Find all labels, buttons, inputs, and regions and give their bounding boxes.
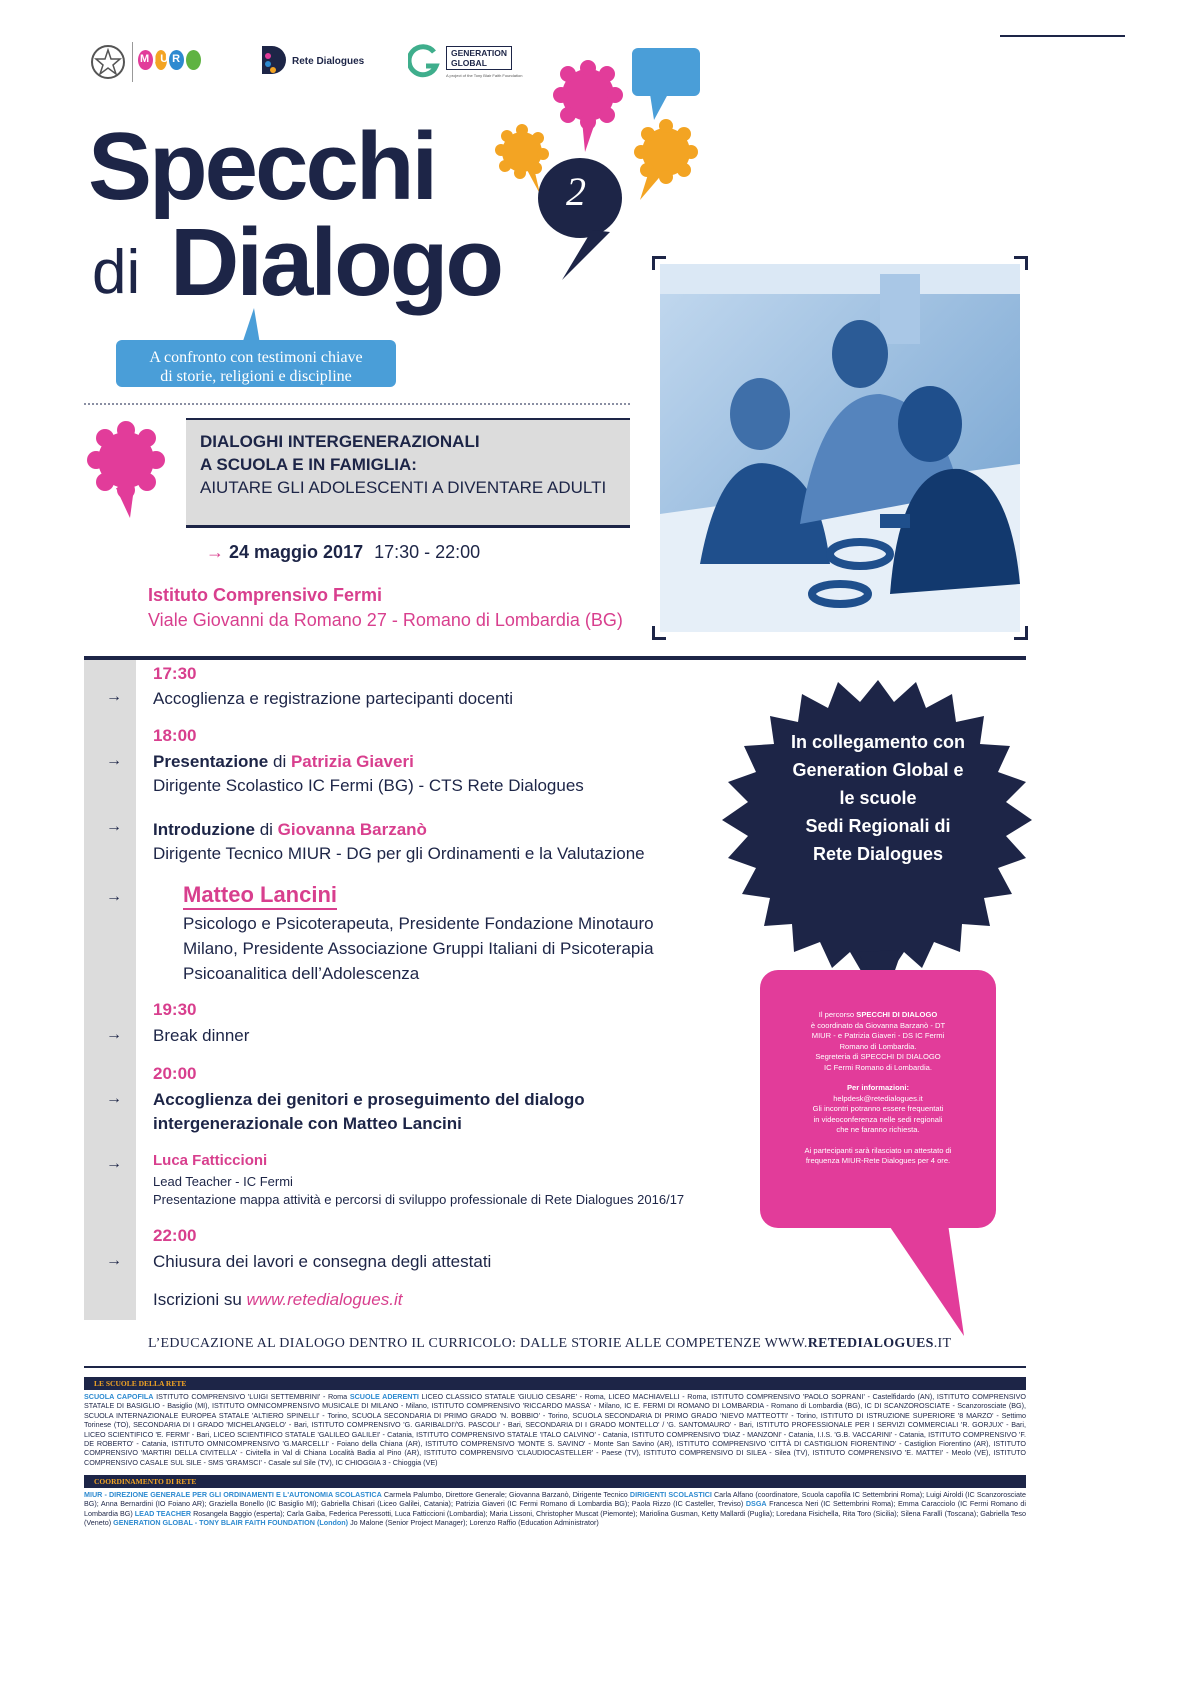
info-line3: MIUR - e Patrizia Giaveri - DS IC Fermi: [811, 1031, 945, 1040]
starburst-line2: Generation Global e: [792, 760, 964, 780]
theme-line2: A SCUOLA E IN FAMIGLIA:: [200, 455, 417, 474]
starburst-text: [738, 728, 1018, 868]
info-line11: che ne faranno richiesta.: [836, 1125, 920, 1134]
photo-frame: [652, 256, 1028, 640]
row-chiusura: Chiusura dei lavori e consegna degli attestati: [153, 1252, 492, 1271]
rete-dialogues-logo-text: Rete Dialogues: [292, 56, 365, 67]
theme-line1: DIALOGHI INTERGENERAZIONALI: [200, 432, 480, 451]
speaker-lancini: Matteo Lancini: [183, 882, 337, 910]
lancini-bio-line2: Milano, Presidente Associazione Gruppi Italiani di Psicoterapia: [183, 939, 654, 958]
info-line13: frequenza MIUR-Rete Dialogues per 4 ore.: [805, 1156, 951, 1165]
footer-rule: [84, 1366, 1026, 1368]
gg-line1: GENERATION: [451, 48, 508, 58]
info-line5: Segreteria di SPECCHI DI DIALOGO: [815, 1052, 941, 1061]
subtitle-bubble-tail-icon: [232, 308, 262, 344]
arrow-right-icon: →: [106, 1155, 122, 1172]
introduzione-di: di: [254, 820, 278, 839]
program-top-bar: [84, 656, 1026, 660]
arrow-right-icon: →: [106, 818, 122, 835]
generation-global-logo: [408, 44, 440, 85]
subtitle-box: [116, 340, 396, 387]
theme-line3: AIUTARE GLI ADOLESCENTI A DIVENTARE ADULTI: [200, 478, 607, 497]
fatticcioni-role: Lead Teacher - IC Fermi: [153, 1174, 293, 1189]
row-genitori: [153, 1088, 585, 1136]
info-line1: Il percorso SPECCHI DI DIALOGO: [818, 1010, 938, 1019]
pink-speech-bubble-icon: [553, 60, 623, 152]
speaker-barzano: Giovanna Barzanò: [277, 820, 427, 839]
info-line7: Per informazioni:: [846, 1083, 910, 1092]
speaker-giaveri: Patrizia Giaveri: [290, 752, 414, 771]
arrow-right-icon: →: [206, 542, 224, 562]
info-line6: IC Fermi Romano di Lombardia.: [823, 1062, 933, 1072]
info-line12: Ai partecipanti sarà rilasciato un attestato di: [804, 1145, 952, 1155]
lancini-bio-line3: Psicoanalitica dell’Adolescenza: [183, 964, 420, 983]
starburst-line3: le scuole: [839, 788, 917, 808]
info-box: [760, 970, 996, 1228]
theme-box: [186, 418, 630, 528]
edition-number: 2: [566, 169, 586, 214]
row-break-dinner: Break dinner: [153, 1026, 250, 1045]
miur-logo-text: MIUR: [140, 53, 185, 65]
gg-tagline: A project of the Tony Blair Faith Foundation: [446, 73, 523, 78]
generation-global-g-icon: [408, 44, 440, 80]
time-2000: 20:00: [153, 1064, 197, 1083]
title-line2: Dialogo: [170, 209, 501, 316]
lancini-bio: [183, 911, 654, 986]
arrow-right-icon: →: [106, 752, 122, 769]
scuole-rete-text: SCUOLA CAPOFILA ISTITUTO COMPRENSIVO 'LUIGI SETTEMBRINI' - Roma SCUOLE ADERENTI LICEO CLASSICO STATALE 'GIULIO CESARE' - Roma, LICEO MACHIAVELLI - Roma, ISTITUTO COMPRENSIVO 'PAOLO SOPRANI' - Castelfidardo (AN), ISTITUTO COMPRENSIVO STATALE DI BASIGLIO - Basiglio (MI), ISTITUTO OMNICOMPRENSIVO MUSICALE DI MILANO - Milano, ISTITUTO COMPRENSIVO 'RICCARDO MASSA' - Milano, IC E. FERMI DI ROMANO DI LOMBARDIA - Romano di Lombardia (BG), IC DI SCANZOROSCIATE - Scanzorosciate (BG), SCUOLA INTERNAZIONALE EUROPEA STATALE 'ALTIERO SPINELLI' - Torino, SCUOLA SECONDARIA DI PRIMO GRADO 'N. BOBBIO' - Torino, SCUOLA SECONDARIA DI PRIMO GRADO 'NIEVO MATTEOTTI' - Torino, ISTITUTO DI ISTRUZIONE SUPERIORE '8 MARZO' - Settimo Torinese (TO), SECONDARIA DI I GRADO 'MICHELANGELO' - Bari, ISTITUTO COMPRENSIVO 'G. GARIBALDI'/'G. PASCOLI' - Bari, SECONDARIA DI I GRADO MONTELLO' / 'G. SANTOMAURO' - Bari, ISTITUTO PROFESSIONALE PER I SERVIZI COMMERCIALI 'R. GORJUX' - Bari, LICEO SCIENTIFICO 'E. FERMI' - Bari, LICEO SCIENTIFICO STATALE 'GALILEO GALILEI' - Catania, ISTITUTO COMPRENSIVO STATALE 'ITALO CALVINO' - Catania, ISTITUTO COMPRENSIVO 'DIAZ - MANZONI' - Catania, I.I.S. 'G.B. VACCARINI' - Catania, ISTITUTO COMPRENSIVO 'F. DE ROBERTO' - Catania, ISTITUTO OMNICOMPRENSIVO 'G.MARCELLI' - Foiano della Chiana (AR), ISTITUTO COMPRENSIVO 'MONTE S. SAVINO' - Monte San Savino (AR), ISTITUTO COMPRENSIVO 'CITTÀ DI CASTIGLION FIORENTINO' - Castiglion Fiorentino (AR), ISTITUTO COMPRENSIVO 'MARTIRI DELLA CIVITELLA' - Civitella in Val di Chiana Località Badia al Pino (AR), ISTITUTO COMPRENSIVO 'CLAUDIOCASTELLER' - Paese (TV), ISTITUTO COMPRENSIVO DI SILEA - Silea (TV), ISTITUTO COMPRENSIVO 'E. MATTEI' - Meolo (VE), ISTITUTO COMPRENSIVO CASALE SUL SILE - SMS 'GRAMSCI' - Casale sul Sile (TV), IC CHIOGGIA 3 - Chioggia (VE): [84, 1392, 1027, 1467]
arrow-right-icon: →: [106, 1026, 122, 1043]
speaker-fatticcioni: Luca Fatticcioni: [153, 1152, 268, 1169]
arrow-right-icon: →: [106, 1090, 122, 1107]
info-email[interactable]: helpdesk@retedialogues.it: [833, 1093, 923, 1103]
subtitle-line2: di storie, religioni e discipline: [160, 368, 352, 385]
subtitle-line1: A confronto con testimoni chiave: [149, 349, 363, 366]
time-1930: 19:30: [153, 1000, 197, 1019]
starburst-line4: Sedi Regionali di: [805, 816, 951, 836]
dotted-separator: [84, 403, 630, 405]
info-line10: in videoconferenza nelle sedi regionali: [813, 1114, 943, 1124]
time-2200: 22:00: [153, 1226, 197, 1245]
barzano-role: Dirigente Tecnico MIUR - DG per gli Ordinamenti e la Valutazione: [153, 844, 645, 863]
fatticcioni-info: [153, 1173, 684, 1209]
row-presentazione: [153, 750, 584, 798]
time-1730: 17:30: [153, 664, 197, 683]
section-scuole-rete: LE SCUOLE DELLA RETE: [84, 1377, 1026, 1390]
footer-tagline-text: L’EDUCAZIONE AL DIALOGO DENTRO IL CURRICOLO: DALLE STORIE ALLE COMPETENZE: [148, 1336, 765, 1351]
row-introduzione: [153, 818, 645, 866]
venue-address: Viale Giovanni da Romano 27 - Romano di Lombardia (BG): [148, 610, 623, 630]
footer-tagline: [148, 1336, 951, 1352]
rete-dialogues-logo-icon: [260, 44, 288, 78]
time-1800: 18:00: [153, 726, 197, 745]
students-photo: [660, 264, 1020, 632]
presentazione-label: Presentazione: [153, 752, 269, 771]
fatticcioni-talk: Presentazione mappa attività e percorsi di sviluppo professionale di Rete Dialogues 2016/17: [153, 1192, 685, 1207]
iscrizioni-link[interactable]: www.retedialogues.it: [246, 1290, 403, 1309]
event-time: 17:30 - 22:00: [374, 542, 481, 562]
pink-theme-bubble-icon: [86, 420, 166, 518]
introduzione-label: Introduzione: [153, 820, 255, 839]
emblem-icon: [88, 42, 128, 84]
arrow-right-icon: →: [106, 1252, 122, 1269]
info-line4: Romano di Lombardia.: [839, 1041, 917, 1051]
footer-site[interactable]: WWW.RETEDIALOGUES.IT: [764, 1336, 952, 1351]
lancini-bio-line1: Psicologo e Psicoterapeuta, Presidente Fondazione Minotauro: [183, 914, 654, 933]
info-line2: è coordinato da Giovanna Barzanò - DT: [810, 1020, 946, 1030]
orange-speech-bubble-right-icon: [634, 119, 698, 200]
iscrizioni-row: [153, 1288, 402, 1312]
starburst-line5: Rete Dialogues: [812, 844, 944, 864]
info-box-tail-icon: [888, 1224, 968, 1340]
giaveri-role: Dirigente Scolastico IC Fermi (BG) - CTS Rete Dialogues: [153, 776, 584, 795]
genitori-line1: Accoglienza dei genitori e proseguimento del dialogo: [153, 1090, 585, 1109]
section-coordinamento: COORDINAMENTO DI RETE: [84, 1475, 1026, 1488]
gg-line2: GLOBAL: [451, 58, 487, 68]
event-date: 24 maggio 2017: [229, 542, 364, 562]
venue-name: Istituto Comprensivo Fermi: [148, 585, 383, 605]
row-registrazione: Accoglienza e registrazione partecipanti docenti: [153, 689, 514, 708]
arrow-right-icon: →: [106, 888, 122, 905]
starburst-line1: In collegamento con: [790, 732, 966, 752]
title-line1: Specchi: [88, 113, 436, 220]
arrow-right-icon: →: [106, 688, 122, 705]
logo-divider: [132, 42, 133, 82]
top-rule: [1000, 35, 1125, 37]
info-line9: Gli incontri potranno essere frequentati: [812, 1104, 944, 1113]
coordinamento-text: MIUR - DIREZIONE GENERALE PER GLI ORDINAMENTI E L'AUTONOMIA SCOLASTICA Carmela Palumbo, Direttore Generale; Giovanna Barzanò, Dirigente Tecnico DIRIGENTI SCOLASTICI Carla Alfano (coordinatore, Scuola capofila IC Settembrini Roma); Luigi Airoldi (IC Scanzorosciate BG); Anna Bernardini (IO Foiano AR); Graziella Bonello (IC Basiglio MI); Gabriella Chisari (Liceo Galilei, Catania); Patrizia Giaveri (IC Fermi Romano di Lombardia BG); Paola Rizzo (IC Casteller, Treviso) DSGA Francesca Neri (IC Settembrini Roma); Emma Caracciolo (IC Fermi Romano di Lombardia BG) LEAD TEACHER Rosangela Baggio (esperta); Carla Gaiba, Federica Peressotti, Luca Fatticcioni (Lombardia); Maria Lissoni, Christopher Muscat (Piemonte); Mariolina Gusman, Ketty Mallardi (Puglia); Loredana Fisichella, Rita Toro (Sicilia); Silena Farallì (Toscana); Gabriella Teso (Veneto) GENERATION GLOBAL - TONY BLAIR FAITH FOUNDATION (London) Jo Malone (Senior Project Manager); Lorenzo Raffio (Education Administrator): [84, 1490, 1027, 1528]
presentazione-di: di: [268, 752, 291, 771]
genitori-line2: intergenerazionale con Matteo Lancini: [153, 1114, 462, 1133]
title-di: di: [92, 238, 141, 307]
event-date-row: [206, 542, 480, 563]
blue-speech-bubble-icon: [632, 48, 700, 120]
iscrizioni-label: Iscrizioni su: [153, 1290, 247, 1309]
